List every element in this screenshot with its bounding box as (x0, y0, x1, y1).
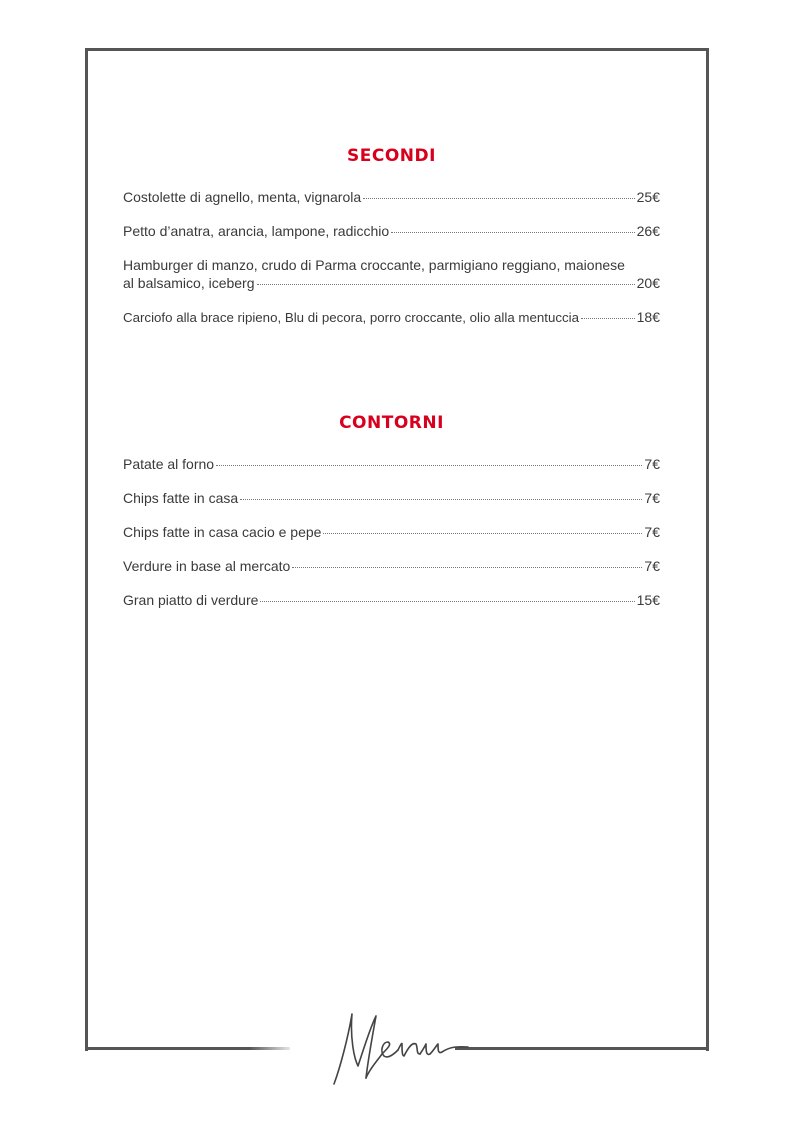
dot-leader (260, 601, 634, 602)
frame-border-left (85, 48, 88, 1051)
frame-border-bottom-left (85, 1047, 290, 1050)
menu-item (123, 256, 660, 292)
dot-leader (292, 567, 642, 568)
frame-border-bottom-right (455, 1047, 709, 1050)
item-name: Verdure in base al mercato (123, 558, 291, 574)
menu-item (123, 222, 660, 240)
dot-leader (257, 284, 635, 285)
item-name: Petto d’anatra, arancia, lampone, radicchio (123, 223, 390, 239)
section-secondi (123, 146, 660, 343)
item-name: Costolette di agnello, menta, vignarola (123, 189, 362, 205)
menu-item (123, 557, 660, 575)
dot-leader (391, 232, 634, 233)
menu-item (123, 188, 660, 206)
dot-leader (240, 499, 642, 500)
item-name: Chips fatte in casa (123, 490, 239, 506)
menu-item (123, 591, 660, 609)
item-price: 7€ (644, 524, 660, 540)
item-price: 15€ (636, 592, 660, 608)
menu-script-logo (330, 1008, 470, 1088)
dot-leader (581, 318, 635, 319)
item-name: Patate al forno (123, 456, 215, 472)
menu-item (123, 523, 660, 541)
item-name: Carciofo alla brace ripieno, Blu di pecora, porro croccante, olio alla mentuccia (123, 310, 580, 325)
item-price: 20€ (636, 275, 660, 291)
item-name: Chips fatte in casa cacio e pepe (123, 524, 322, 540)
item-name-line1: Hamburger di manzo, crudo di Parma croccante, parmigiano reggiano, maionese (123, 257, 625, 273)
item-price: 7€ (644, 490, 660, 506)
dot-leader (323, 533, 642, 534)
item-price: 18€ (636, 309, 660, 325)
section-contorni (123, 413, 660, 625)
section-title-contorni: CONTORNI (339, 413, 444, 433)
item-price: 25€ (636, 189, 660, 205)
item-price: 7€ (644, 558, 660, 574)
menu-item (123, 455, 660, 473)
dot-leader (216, 465, 642, 466)
frame-border-top (85, 48, 709, 51)
menu-item (123, 308, 660, 327)
frame-border-right (706, 48, 709, 1051)
section-title-secondi: SECONDI (347, 146, 436, 166)
item-price: 26€ (636, 223, 660, 239)
dot-leader (363, 198, 634, 199)
item-price: 7€ (644, 456, 660, 472)
item-name-line2: al balsamico, iceberg (123, 275, 255, 291)
menu-item (123, 489, 660, 507)
item-name: Gran piatto di verdure (123, 592, 259, 608)
